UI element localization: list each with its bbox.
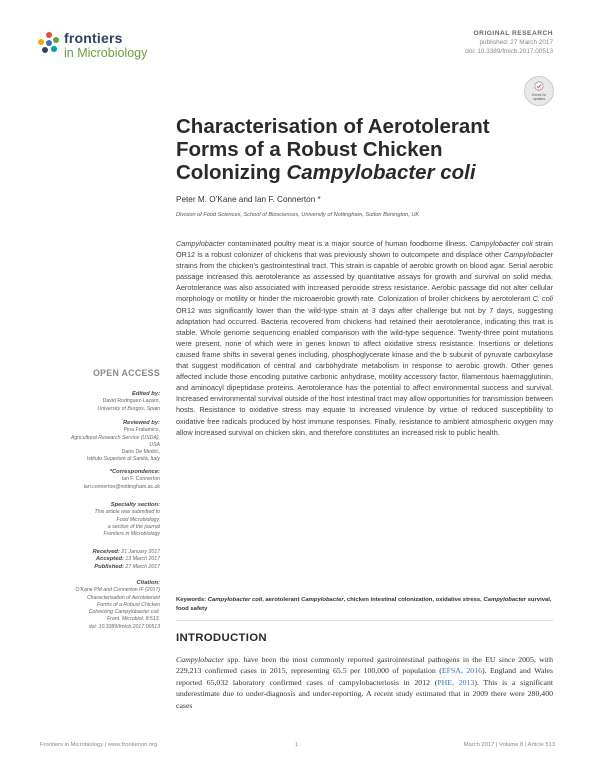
specialty-line-3: a section of the journal (107, 523, 160, 530)
intro-italic-1: Campylobacter (176, 655, 225, 664)
keywords (176, 596, 553, 614)
citation-link-efsa[interactable]: EFSA, 2016 (441, 666, 482, 676)
accepted-label: Accepted: (95, 556, 124, 563)
keyword-3: Campylobacter (301, 597, 344, 603)
reviewer-2-name[interactable]: Dario De Medici, (121, 449, 160, 456)
page-number: 1 (295, 742, 299, 748)
abstract-text-4: OR12 was significantly lower than the wild-type strain at 3 days after challenge but not by 7 days, suggesting adaptation had occurred. Bacteria recovered from chickens had retained their aerotolerance, indicating this trait is stable. Whole genome sequencing enabled comparison with the wild-type sequence. Twenty-three point mutations were present, none of which were in genes known to affect oxidative stress resistance. Insertions or deletions caused frame shifts in several genes including, phosphoglycerate kinase and the b subunit of pyruvate carboxylase that suggest modification of central and carbohydrate metabolism in response to aerobic growth. Other genes affected include those encoding putative carbonic anhydrase, motility accessory factor, filamentous haemagglutinin, and aminoacyl dipeptidase proteins. Aerotolerance has the potential to affect environmental success and survival. Increased environmental survival outside of the host intestinal tract may allow opportunities for transmission between hosts. Resistance to oxidative stress may equate to increased virulence by virtue of reduced susceptibility to oxidative free radicals produced by host immune responses. Finally, resistance to ambient atmospheric oxygen may allow increased survival on chicken skin, and therefore constitutes an increased risk to public health. (176, 305, 553, 437)
abstract-text-2: strain OR12 is a robust colonizer of chickens that was previously shown to outcompete and displace other (176, 239, 553, 260)
citation-link-phe[interactable]: PHE, 2013 (437, 677, 475, 687)
specialty-line-2: Food Microbiology, (116, 516, 160, 523)
intro-text-2: ). England and Wales reported 65,032 laboratory confirmed cases of campylobacteriosis in 2012 ( (176, 666, 554, 687)
citation-label: Citation: (136, 580, 160, 586)
abstract-text-1: contaminated poultry meat is a major source of human foodborne illness. (225, 239, 471, 248)
article-meta (465, 30, 553, 56)
frontiers-dots-icon (38, 32, 60, 54)
citation-line-5: Front. Microbiol. 8:513. (106, 616, 160, 623)
keyword-4: , chicken intestinal colonization, oxidative stress, (343, 597, 484, 603)
received-label: Received: (92, 549, 120, 555)
author-list[interactable]: Peter M. O’Kane and Ian F. Connerton * (176, 195, 321, 204)
journal-name: in Microbiology (64, 46, 148, 60)
brand-name: frontiers (64, 30, 123, 46)
keyword-1: Campylobacter coli (207, 597, 263, 603)
title-line-3-italic: Campylobacter coli (286, 161, 476, 184)
edited-by-block (30, 391, 160, 413)
badge-line-2: updates (532, 97, 546, 101)
abstract-italic-1: Campylobacter (176, 239, 226, 248)
citation-line-4: Colonizing Campylobacter coli. (88, 609, 160, 616)
citation-line-3: Forms of a Robust Chicken (97, 601, 160, 608)
abstract (176, 238, 553, 438)
specialty-line-1: This article was submitted to (94, 509, 160, 516)
sidebar (40, 368, 160, 378)
citation-doi[interactable]: doi: 10.3389/fmicb.2017.00513 (88, 623, 160, 630)
dates-block (30, 549, 160, 571)
badge-line-1: Check for (531, 93, 547, 97)
citation-line-1: O’Kane PM and Connerton IF (2017) (75, 587, 160, 594)
article-title (176, 115, 516, 184)
keywords-label: Keywords: (176, 597, 208, 603)
abstract-text-3: strains from the chicken’s gastrointestinal tract. This strain is capable of aerobic growth on blood agar. Serial aerobic passage increased this aerotolerance as assessed by quantitative assays for growth and survival on solid media. Aerotolerance was also associated with increased peroxide stress resistance. Aerobic passage did not alter cellular morphology or motility or hinder the microaerobic growth rate. Colonization of broiler chickens by aerotolerant (176, 261, 553, 304)
specialty-section-label: Specialty section: (110, 502, 160, 508)
correspondence-label: *Correspondence: (109, 469, 160, 475)
editor-affiliation: University of Burgos, Spain (97, 405, 160, 412)
intro-text-3: ). This is a significant underestimate due to under-diagnosis and under-reporting. A recent study estimated that in 2009 there were 280,400 cases (176, 677, 554, 710)
reviewed-by-block (30, 420, 160, 464)
abstract-italic-2: Campylobacter coli (470, 239, 533, 248)
keyword-5: Campylobacter (483, 597, 526, 603)
abstract-italic-3: Campylobacter (503, 250, 553, 260)
frontiers-logo[interactable] (38, 28, 168, 68)
reviewer-1-name[interactable]: Pina Fratamico, (123, 427, 160, 434)
footer-volume-info: March 2017 | Volume 8 | Article 513 (463, 742, 555, 748)
keyword-6: survival, food safety (176, 597, 552, 612)
published-date-sidebar: 27 March 2017 (125, 563, 160, 570)
keyword-2: , aerotolerant (262, 597, 302, 603)
editor-name[interactable]: David Rodriguez-Lazaro, (102, 398, 160, 405)
section-divider (176, 620, 553, 621)
badge-label (525, 93, 553, 101)
citation-block (30, 580, 160, 631)
affiliation: Division of Food Sciences, School of Biosciences, University of Nottingham, Sutton Bonington, UK (176, 212, 420, 218)
reviewer-2-affiliation: Istituto Superiore di Sanità, Italy (86, 456, 160, 463)
correspondent-email[interactable]: ian.connerton@nottingham.ac.uk (83, 483, 160, 490)
check-for-updates-badge[interactable] (524, 76, 554, 106)
correspondence-block (30, 469, 160, 491)
edited-by-label: Edited by: (131, 391, 160, 397)
published-date: published: 27 March 2017 (479, 38, 553, 46)
received-date: 21 January 2017 (121, 549, 160, 555)
bookmark-check-icon (534, 81, 544, 91)
title-line-1: Characterisation of Aerotolerant (176, 115, 490, 138)
introduction-text (176, 654, 553, 711)
intro-text-1: spp. have been the most commonly reported gastrointestinal pathogens in the EU since 2005, with 229,213 confirmed cases in 2015, representing 65.5 per 100,000 of population ( (176, 655, 553, 676)
article-type: ORIGINAL RESEARCH (473, 30, 553, 37)
reviewer-1-affiliation: Agricultural Research Service (USDA), (70, 434, 160, 441)
title-line-3-plain: Colonizing (176, 161, 287, 184)
open-access-label: OPEN ACCESS (92, 368, 160, 378)
title-line-2: Forms of a Robust Chicken (176, 138, 443, 161)
published-label: Published: (94, 563, 124, 570)
footer-journal-link[interactable]: Frontiers in Microbiology | www.frontiersin.org (40, 742, 158, 748)
specialty-line-4: Frontiers in Microbiology (103, 531, 160, 538)
accepted-date: 13 March 2017 (125, 556, 160, 563)
correspondent-name: Ian F. Connerton (121, 476, 160, 483)
citation-line-2: Characterisation of Aerotolerant (86, 594, 160, 601)
reviewer-1-country: USA (149, 441, 160, 448)
abstract-italic-4: C. coli (532, 294, 553, 304)
reviewed-by-label: Reviewed by: (122, 420, 160, 426)
specialty-section-block (30, 502, 160, 538)
doi-link[interactable]: doi: 10.3389/fmicb.2017.00513 (465, 47, 553, 55)
title-line-3 (176, 161, 516, 184)
introduction-heading: INTRODUCTION (176, 632, 267, 644)
